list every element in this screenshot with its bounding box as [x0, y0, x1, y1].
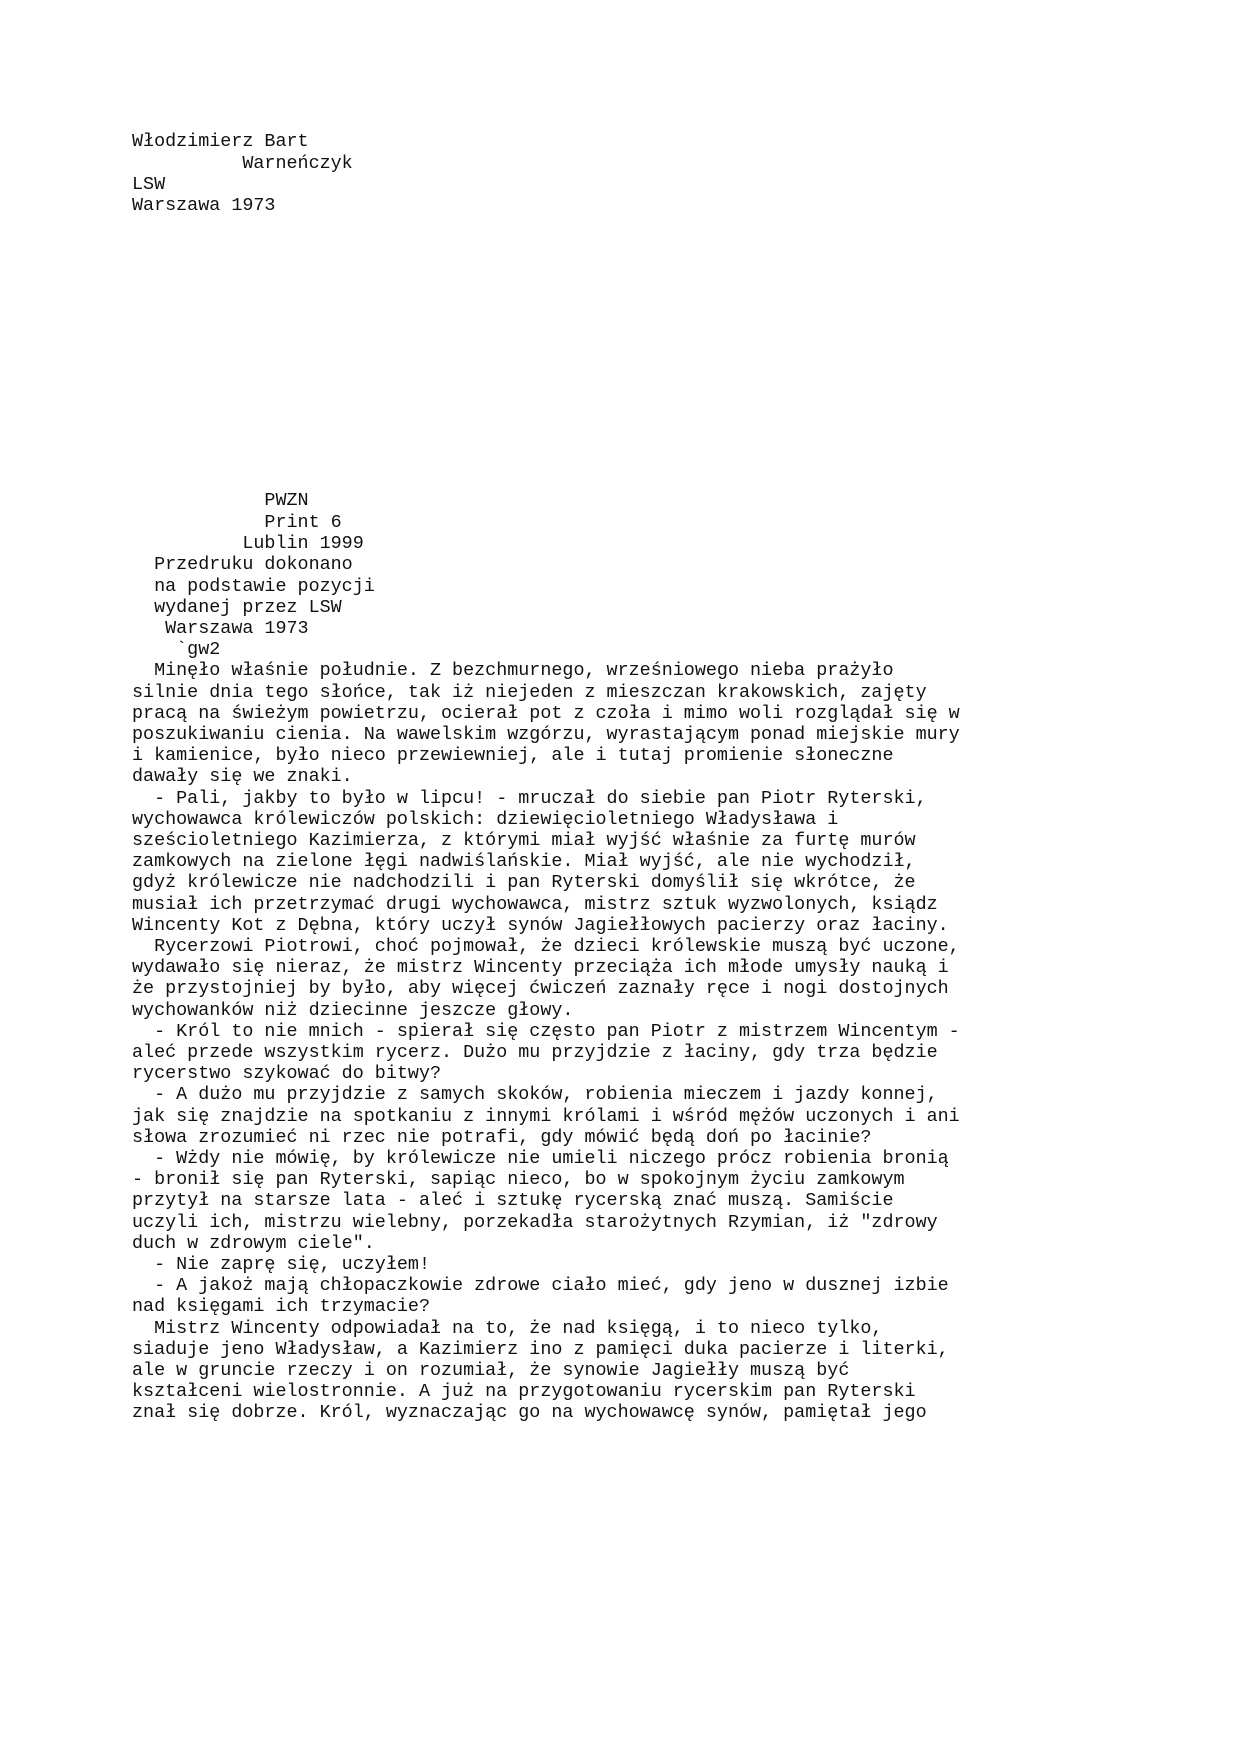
body-line: sześcioletniego Kazimierza, z którymi miał wyjść właśnie za furtę murów: [132, 830, 916, 851]
imprint-line: na podstawie pozycji: [132, 576, 375, 597]
body-line: wychowanków niż dziecinne jeszcze głowy.: [132, 1000, 574, 1021]
body-line: nad księgami ich trzymacie?: [132, 1296, 430, 1317]
body-line: Minęło właśnie południe. Z bezchmurnego, wrześniowego nieba prażyło: [132, 660, 894, 681]
author-name: Włodzimierz Bart: [132, 131, 309, 152]
imprint-line: Przedruku dokonano: [132, 554, 353, 575]
body-line: siaduje jeno Władysław, a Kazimierz ino z pamięci duka pacierze i literki,: [132, 1339, 949, 1360]
imprint-line: wydanej przez LSW: [132, 597, 342, 618]
body-line: słowa zrozumieć ni rzec nie potrafi, gdy mówić będą doń po łacinie?: [132, 1127, 872, 1148]
body-line: Wincenty Kot z Dębna, który uczył synów Jagiełłowych pacierzy oraz łaciny.: [132, 915, 949, 936]
body-line: znał się dobrze. Król, wyznaczając go na wychowawcę synów, pamiętał jego: [132, 1402, 927, 1423]
publisher: LSW: [132, 174, 166, 195]
body-line: pracą na świeżym powietrzu, ocierał pot z czoła i mimo woli rozglądał się w: [132, 703, 960, 724]
body-line: - bronił się pan Ryterski, sapiąc nieco, bo w spokojnym życiu zamkowym: [132, 1169, 905, 1190]
body-line: kształceni wielostronnie. A już na przygotowaniu rycerskim pan Ryterski: [132, 1381, 916, 1402]
imprint-line: Warszawa 1973: [132, 618, 309, 639]
body-line: wydawało się nieraz, że mistrz Wincenty przeciąża ich młode umysły nauką i: [132, 957, 949, 978]
body-line: uczyli ich, mistrzu wielebny, porzekadła starożytnych Rzymian, iż "zdrowy: [132, 1212, 938, 1233]
body-line: Rycerzowi Piotrowi, choć pojmował, że dzieci królewskie muszą być uczone,: [132, 936, 960, 957]
body-line: - A dużo mu przyjdzie z samych skoków, robienia mieczem i jazdy konnej,: [132, 1084, 938, 1105]
body-line: poszukiwaniu cienia. Na wawelskim wzgórzu, wyrastającym ponad miejskie mury: [132, 724, 960, 745]
body-line: zamkowych na zielone łęgi nadwiślańskie. Miał wyjść, ale nie wychodził,: [132, 851, 916, 872]
body-line: - Pali, jakby to było w lipcu! - mruczał do siebie pan Piotr Ryterski,: [132, 788, 927, 809]
imprint-line: PWZN: [132, 490, 309, 511]
body-line: Mistrz Wincenty odpowiadał na to, że nad księgą, i to nieco tylko,: [132, 1318, 883, 1339]
body-line: musiał ich przetrzymać drugi wychowawca, mistrz sztuk wyzwolonych, ksiądz: [132, 894, 938, 915]
body-line: że przystojniej by było, aby więcej ćwiczeń zaznały ręce i nogi dostojnych: [132, 978, 949, 999]
body-line: silnie dnia tego słońce, tak iż niejeden z mieszczan krakowskich, zajęty: [132, 682, 927, 703]
body-line: duch w zdrowym ciele".: [132, 1233, 375, 1254]
body-line: aleć przede wszystkim rycerz. Dużo mu przyjdzie z łaciny, gdy trza będzie: [132, 1042, 938, 1063]
body-line: jak się znajdzie na spotkaniu z innymi królami i wśród mężów uczonych i ani: [132, 1106, 960, 1127]
publication-place-year: Warszawa 1973: [132, 195, 276, 216]
body-line: - Wżdy nie mówię, by królewicze nie umieli niczego prócz robienia bronią: [132, 1148, 949, 1169]
body-line: dawały się we znaki.: [132, 766, 353, 787]
imprint-line: Lublin 1999: [132, 533, 364, 554]
body-line: - A jakoż mają chłopaczkowie zdrowe ciało mieć, gdy jeno w dusznej izbie: [132, 1275, 949, 1296]
imprint-line: `gw2: [132, 639, 221, 660]
body-line: gdyż królewicze nie nadchodzili i pan Ryterski domyślił się wkrótce, że: [132, 872, 916, 893]
body-line: i kamienice, było nieco przewiewniej, ale i tutaj promienie słoneczne: [132, 745, 894, 766]
body-line: wychowawca królewiczów polskich: dziewięcioletniego Władysława i: [132, 809, 839, 830]
body-line: - Król to nie mnich - spierał się często pan Piotr z mistrzem Wincentym -: [132, 1021, 960, 1042]
body-line: rycerstwo szykować do bitwy?: [132, 1063, 442, 1084]
body-line: przytył na starsze lata - aleć i sztukę rycerską znać muszą. Samiście: [132, 1190, 894, 1211]
body-line: - Nie zaprę się, uczyłem!: [132, 1254, 430, 1275]
book-title: Warneńczyk: [132, 153, 353, 174]
body-line: ale w gruncie rzeczy i on rozumiał, że synowie Jagiełły muszą być: [132, 1360, 850, 1381]
imprint-line: Print 6: [132, 512, 342, 533]
